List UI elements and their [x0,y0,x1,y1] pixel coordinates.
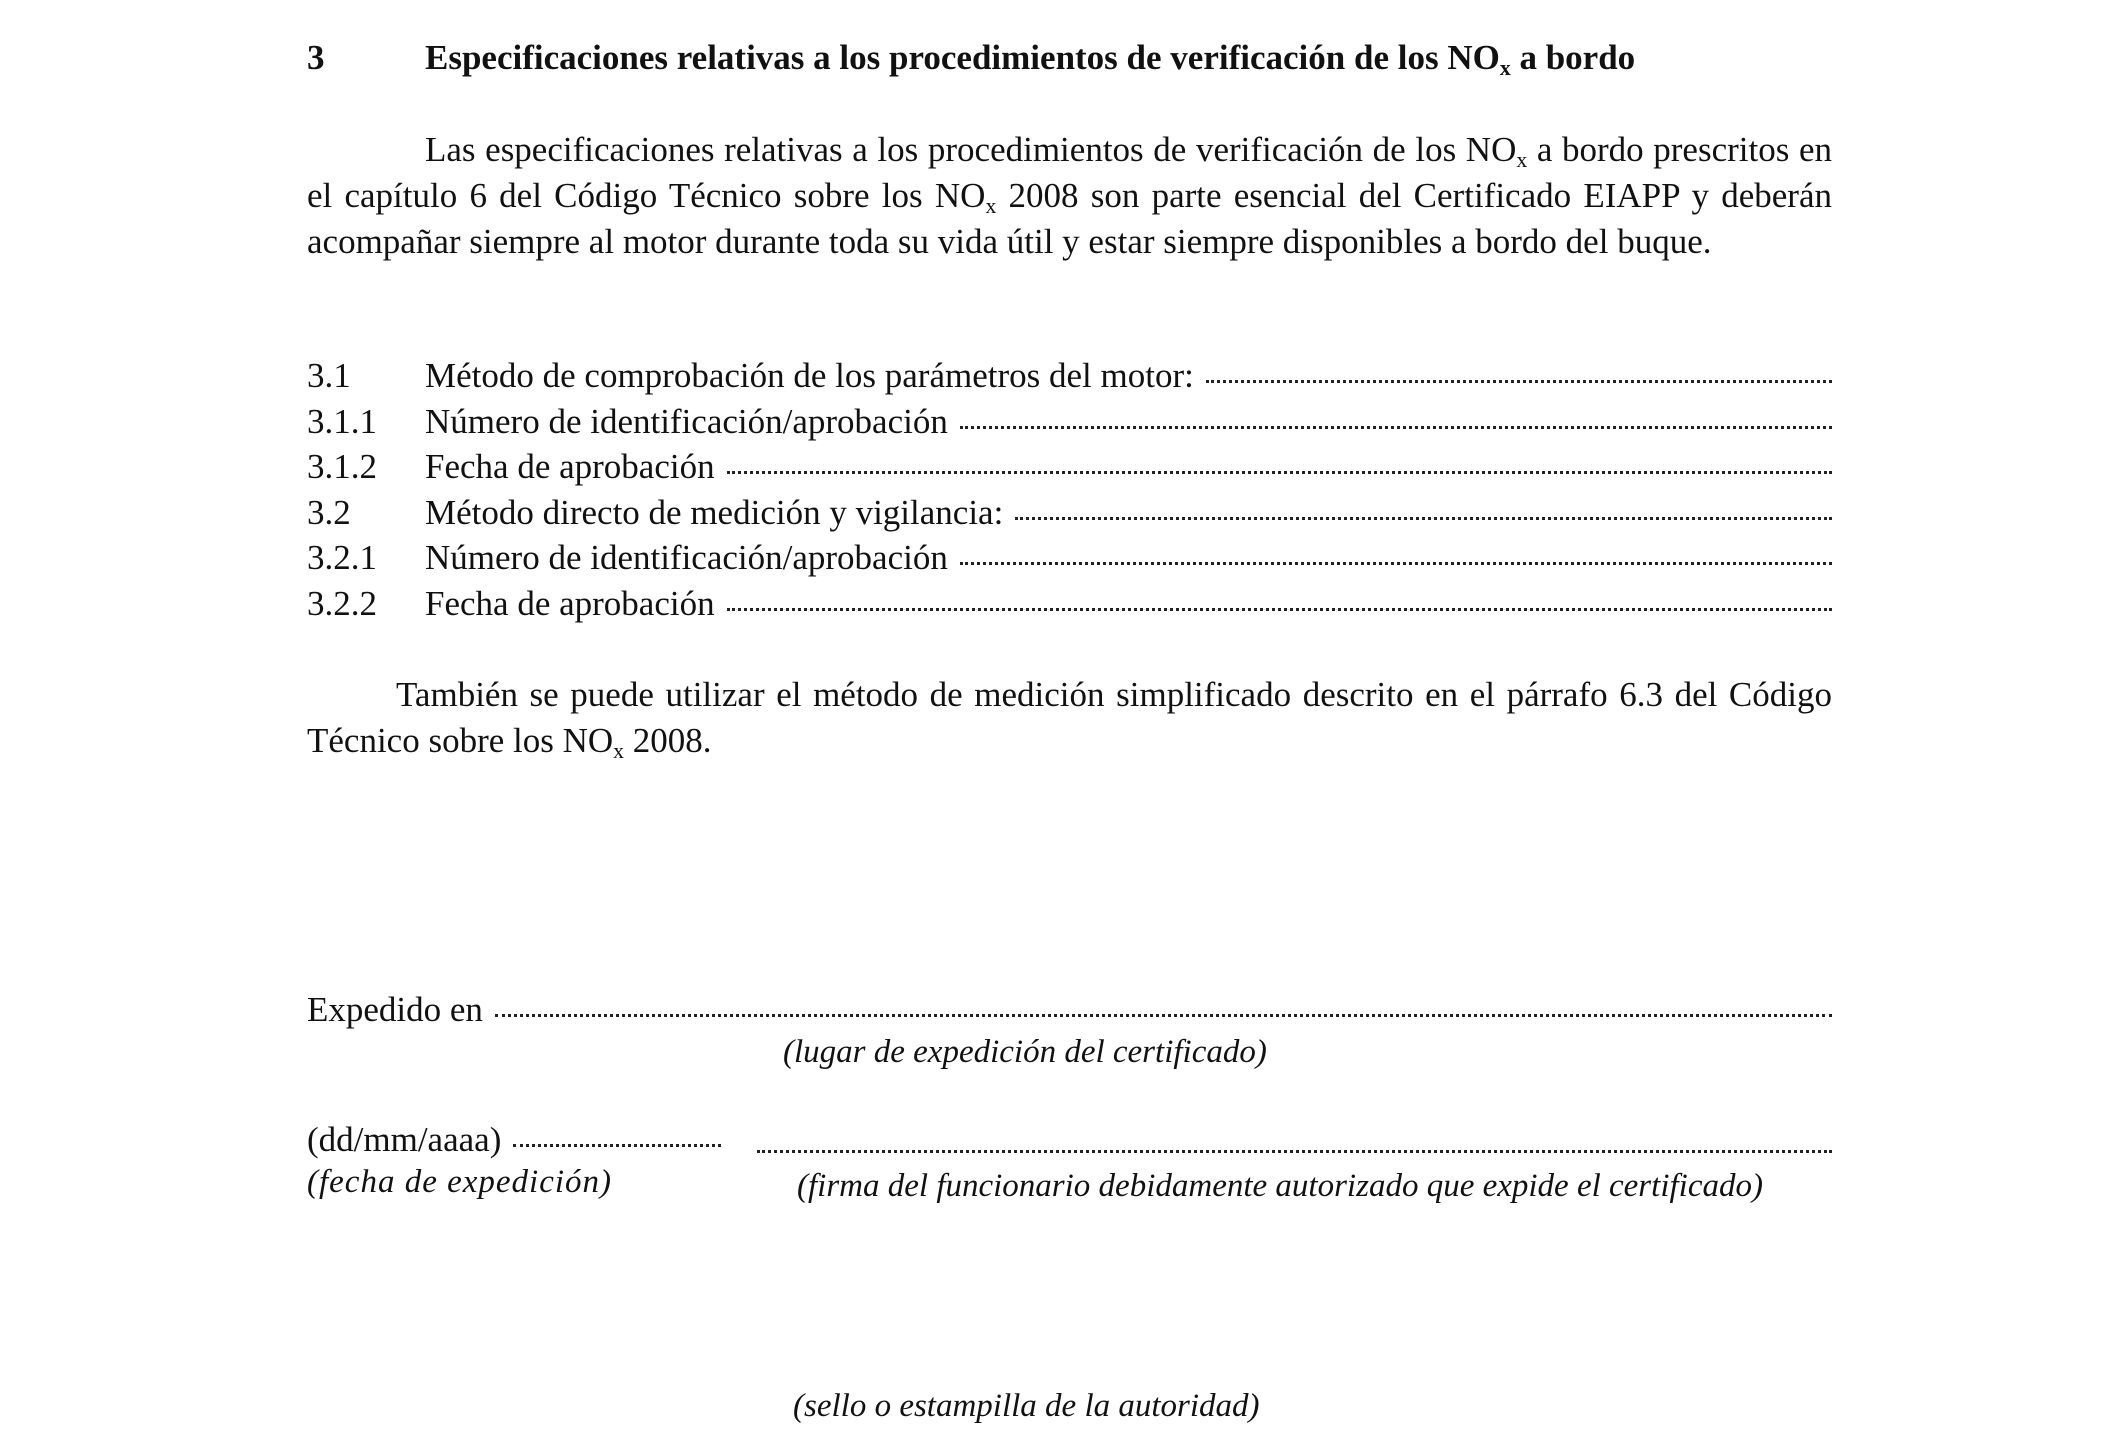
section-number: 3 [307,38,325,77]
method-number: 3.2.1 [307,538,377,577]
method-item [307,584,1832,630]
simplified-method-paragraph: También se puede utilizar el método de medición simplificado descrito en el párrafo 6.3 del Código Técnico sobre los $NO_x$ 2008. [307,675,1832,764]
method-item [307,356,1832,402]
method-item [307,493,1832,539]
section-title: Especificaciones relativas a los procedimientos de verificación de los $NO_x$ a bordo [425,38,1636,81]
method-label: Número de identificación/aprobación [425,401,948,441]
issued-at-label: Expedido en [307,990,483,1029]
method-label: Fecha de aprobación [425,583,715,623]
method-label: Fecha de aprobación [425,447,715,486]
method-label: Método directo de medición y vigilancia: [425,492,1004,532]
signature-caption: (firma del funcionario debidamente autorizado que expide el certificado) [797,1168,1763,1204]
method-number: 3.1.2 [307,447,377,486]
fill-in-dotted-line[interactable] [1206,380,1832,383]
intro-paragraph: Las especificaciones relativas a los procedimientos de verificación de los $NO_x$ a bordo prescritos en el capítulo 6 del Código Técnico sobre los $NO_x$ 2008 son parte esencial del Certificado EIAPP y deberán acompañar siempre al motor durante toda su vida útil y estar siempre disponibles a bordo del buque. [307,130,1832,261]
fill-in-dotted-line[interactable] [960,426,1832,429]
method-label: Método de comprobación de los parámetros del motor: [425,356,1194,395]
date-format-label: (dd/mm/aaaa) [307,1120,502,1159]
date-caption: (fecha de expedición) [307,1164,613,1200]
date-line [307,1120,721,1160]
date-dotted-line[interactable] [513,1144,721,1147]
method-item [307,538,1832,584]
fill-in-dotted-line[interactable] [727,471,1832,474]
method-item [307,447,1832,493]
method-item [307,402,1832,448]
fill-in-dotted-line[interactable] [960,562,1832,565]
place-caption: (lugar de expedición del certificado) [783,1034,1267,1070]
signature-dotted-line[interactable] [757,1150,1832,1153]
fill-in-dotted-line[interactable] [1015,517,1832,520]
method-number: 3.1.1 [307,401,377,441]
method-number: 3.1 [307,356,351,395]
issued-at-dotted-line[interactable] [495,1014,1832,1017]
method-label: Número de identificación/aprobación [425,538,948,577]
methods-list [307,356,1832,629]
seal-caption: (sello o estampilla de la autoridad) [793,1388,1260,1424]
fill-in-dotted-line[interactable] [727,608,1832,611]
issued-at-line [307,990,1832,1030]
method-number: 3.2 [307,492,351,532]
method-number: 3.2.2 [307,583,377,623]
